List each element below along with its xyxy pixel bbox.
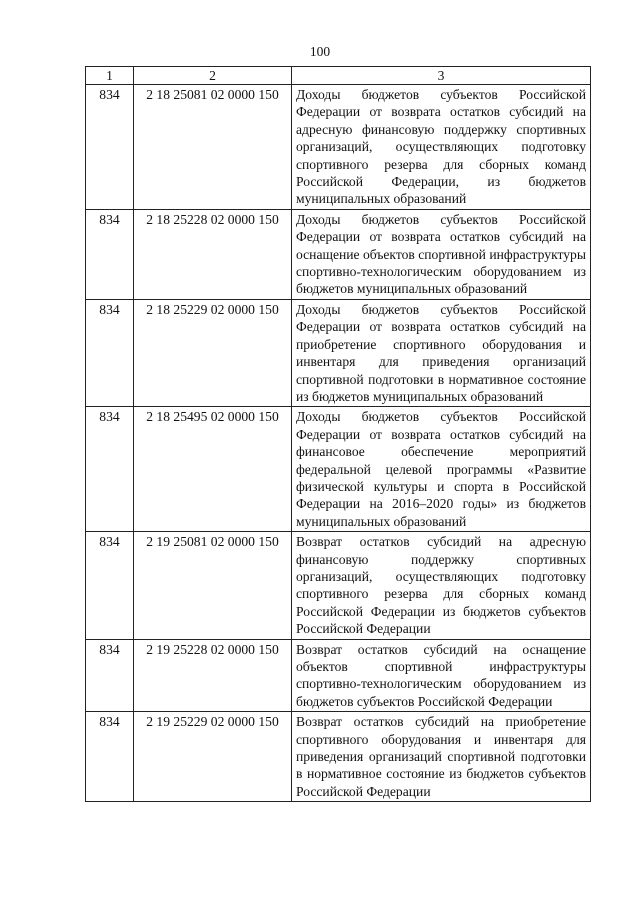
admin-code-cell: 834 (86, 299, 134, 406)
header-col-3: 3 (292, 67, 591, 85)
table-row (86, 85, 591, 210)
table-row (86, 299, 591, 406)
header-col-2: 2 (134, 67, 292, 85)
budget-codes-table (85, 66, 591, 802)
header-col-1: 1 (86, 67, 134, 85)
table-body (86, 85, 591, 802)
description-cell: Доходы бюджетов субъектов Российской Федерации от возврата остатков субсидий на адресную финансовую поддержку спортивных организаций, осуществляющих подготовку спортивного резерва для сборных команд Российской Федерации, из бюджетов муниципальных образований (292, 85, 591, 210)
table-row (86, 209, 591, 299)
admin-code-cell: 834 (86, 85, 134, 210)
description-cell: Доходы бюджетов субъектов Российской Федерации от возврата остатков субсидий на приобретение спортивного оборудования и инвентаря для приведения организаций спортивной подготовки в нормативное состояние из бюджетов муниципальных образований (292, 299, 591, 406)
description-cell: Доходы бюджетов субъектов Российской Федерации от возврата остатков субсидий на оснащение объектов спортивной инфраструктуры спортивно-технологическим оборудованием из бюджетов муниципальных образований (292, 209, 591, 299)
budget-code-cell: 2 18 25495 02 0000 150 (134, 407, 292, 532)
admin-code-cell: 834 (86, 712, 134, 802)
admin-code-cell: 834 (86, 532, 134, 639)
table-row (86, 532, 591, 639)
description-cell: Доходы бюджетов субъектов Российской Федерации от возврата остатков субсидий на финансовое обеспечение мероприятий федеральной целевой программы «Развитие физической культуры и спорта в Российской Федерации на 2016–2020 годы» из бюджетов муниципальных образований (292, 407, 591, 532)
table-row (86, 639, 591, 712)
admin-code-cell: 834 (86, 209, 134, 299)
admin-code-cell: 834 (86, 639, 134, 712)
description-cell: Возврат остатков субсидий на оснащение объектов спортивной инфраструктуры спортивно-технологическим оборудованием из бюджетов субъектов Российской Федерации (292, 639, 591, 712)
budget-code-cell: 2 18 25081 02 0000 150 (134, 85, 292, 210)
budget-code-cell: 2 19 25228 02 0000 150 (134, 639, 292, 712)
budget-code-cell: 2 18 25229 02 0000 150 (134, 299, 292, 406)
admin-code-cell: 834 (86, 407, 134, 532)
header-row (86, 67, 591, 85)
budget-code-cell: 2 18 25228 02 0000 150 (134, 209, 292, 299)
budget-code-cell: 2 19 25081 02 0000 150 (134, 532, 292, 639)
page-number: 100 (309, 44, 331, 59)
table-row (86, 712, 591, 802)
table-header (86, 67, 591, 85)
budget-code-cell: 2 19 25229 02 0000 150 (134, 712, 292, 802)
description-cell: Возврат остатков субсидий на приобретение спортивного оборудования и инвентаря для приведения организаций спортивной подготовки в нормативное состояние из бюджетов субъектов Российской Федерации (292, 712, 591, 802)
description-cell: Возврат остатков субсидий на адресную финансовую поддержку спортивных организаций, осуществляющих подготовку спортивного резерва для сборных команд Российской Федерации из бюджетов субъектов Российской Федерации (292, 532, 591, 639)
table-row (86, 407, 591, 532)
